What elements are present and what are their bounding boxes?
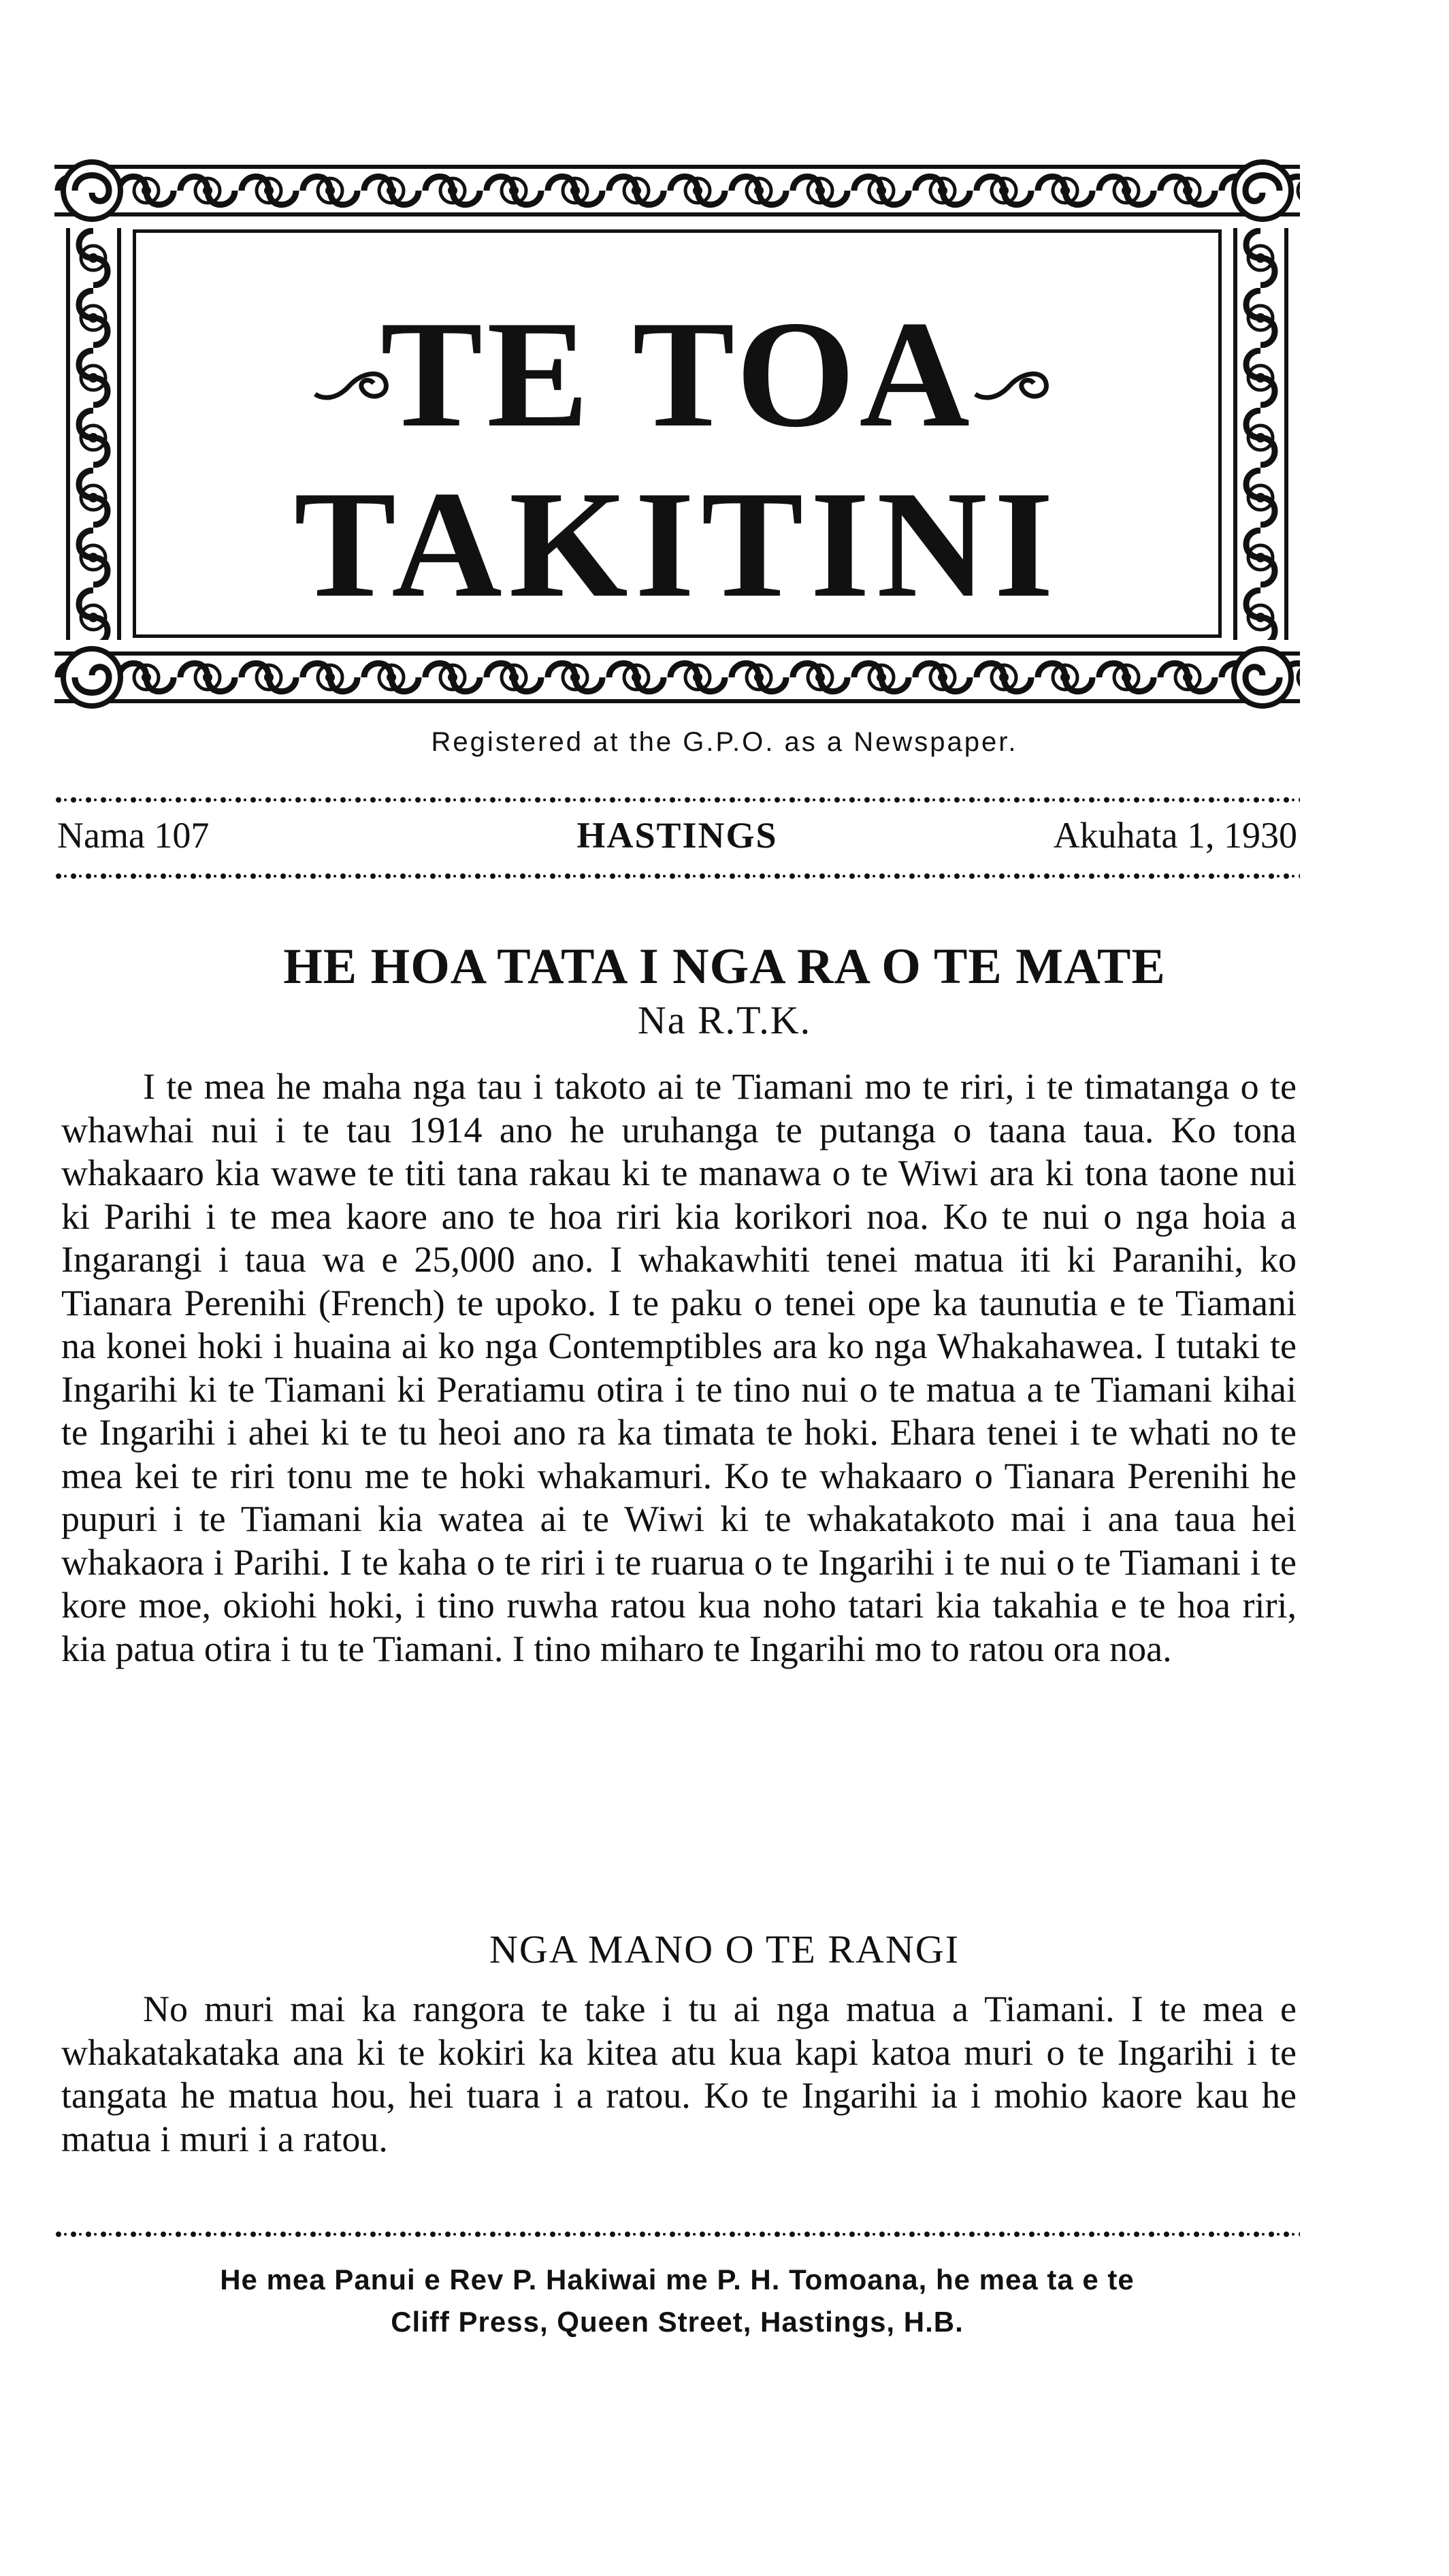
dotted-rule — [54, 795, 1300, 805]
masthead — [54, 153, 1300, 715]
dotted-rule — [54, 2229, 1300, 2239]
publisher-footer — [54, 2259, 1300, 2343]
ornamental-border-top — [54, 153, 1300, 228]
ornamental-border-bottom — [54, 640, 1300, 715]
article-byline: Na R.T.K. — [637, 998, 812, 1042]
registration-notice: Registered at the G.P.O. as a Newspaper. — [431, 727, 1018, 757]
footer-line-1: He mea Panui e Rev P. Hakiwai me P. H. Tomoana, he mea ta e te — [220, 2264, 1135, 2296]
issue-place: HASTINGS — [576, 815, 778, 856]
issue-info-row — [54, 814, 1300, 862]
dotted-rule — [54, 871, 1300, 881]
article-subheading: NGA MANO O TE RANGI — [489, 1927, 960, 1971]
ornamental-border-left — [54, 228, 133, 640]
article-paragraph: No muri mai ka rangora te take i tu ai nga matua a Tiamani. I te mea e whakatakataka ana ki te kokiri ka kitea atu kua kapi katoa muri o te Ingarihi i te tangata he matua hou, hei tuara i a ratou. Ko te Ingarihi ia i mohio kaore kau he matua i muri i a ratou. — [61, 1989, 1297, 2159]
title-frame — [133, 229, 1222, 638]
issue-date: Akuhata 1, 1930 — [1053, 815, 1297, 856]
footer-line-2: Cliff Press, Queen Street, Hastings, H.B. — [391, 2306, 964, 2338]
ornamental-border-right — [1222, 228, 1300, 640]
article-headline: HE HOA TATA I NGA RA O TE MATE — [283, 939, 1166, 995]
issue-number: Nama 107 — [57, 815, 210, 856]
masthead-title-line-1: TE TOA — [380, 289, 974, 459]
masthead-title-line-2: TAKITINI — [293, 459, 1061, 629]
article-paragraph: I te mea he maha nga tau i takoto ai te Tiamani mo te riri, i te timatanga o te whawhai nui i te tau 1914 ano he uruhanga te putanga o taana taua. Ko tona whakaaro kia wawe te titi tana rakau ki te manawa o te Wiwi ara ki tona taone nui ki Parihi i te mea kaore ano te hoa riri kia korikori noa. Ko te nui o nga hoia a Ingarangi i taua wa e 25,000 ano. I whakawhiti tenei matua iti ki Paranihi, ko Tianara Perenihi (French) te upoko. I te paku o tenei ope ka taunutia e te Tiamani na konei hoki i huaina ai ko nga Contemptibles ara ko nga Whakahawea. I tutaki te Ingarihi ki te Tiamani ki Peratiamu otira i te tino nui o te matua a te Tiamani kihai te Ingarihi i ahei ki te tu heoi ano ra ka timata te hoki. Ehara tenei i te whati no te mea kei te riri tonu me te hoki whakamuri. Ko te whakaaro o Tianara Perenihi he pupuri i te Tiamani kia watea ai te Wiwi ki te whakatakoto mai i ana taua hei whakaora i Parihi. I te kaha o te riri i te ruarua o te Ingarihi i te nui o te Tiamani i te kore moe, okiohi hoki, i tino ruwha ratou kua noho tatari kia takahia e te hoa riri, kia patua otira i tu te Tiamani. I tino miharo te Ingarihi mo to ratou ora noa. — [61, 1066, 1297, 1669]
